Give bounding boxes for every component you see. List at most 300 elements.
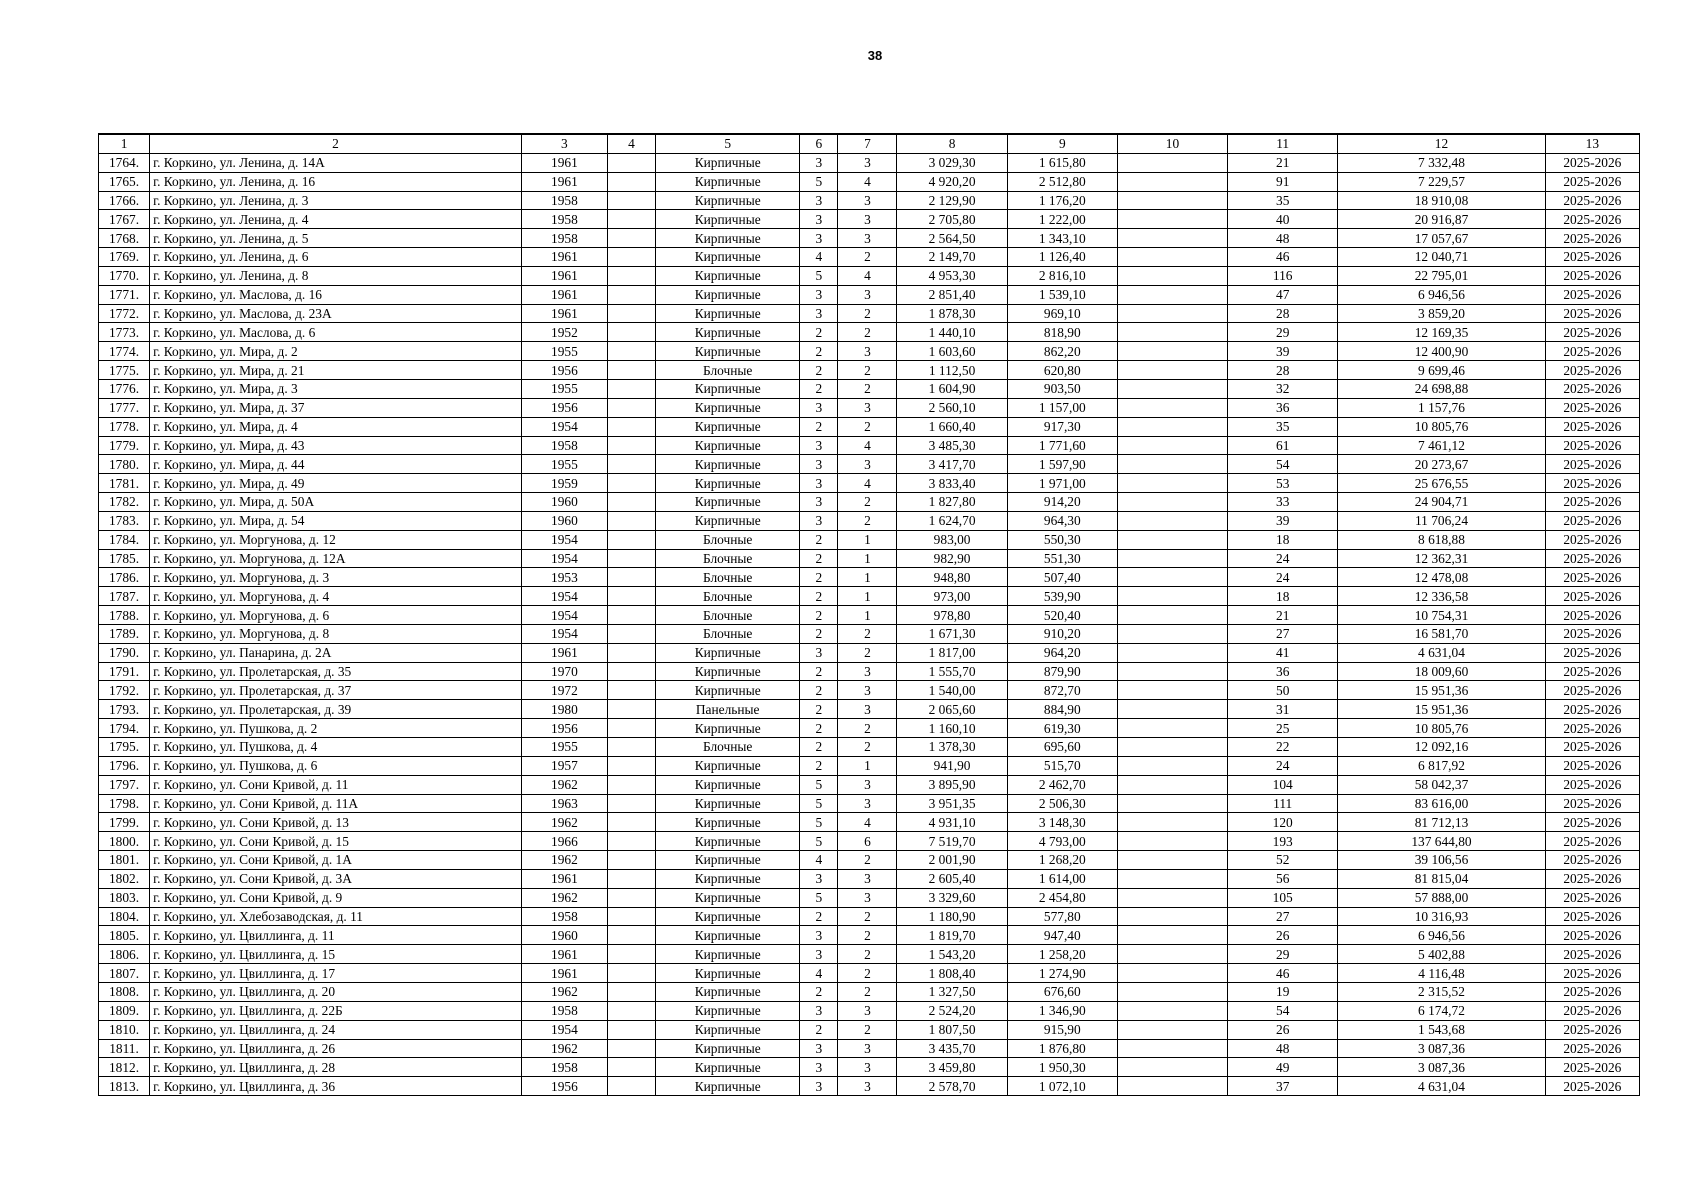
column-number-header: 5 xyxy=(656,134,800,153)
cell-year-built: 1958 xyxy=(521,1001,607,1020)
cell-year-built: 1954 xyxy=(521,606,607,625)
cell-col10 xyxy=(1117,1077,1227,1096)
cell-living-area: 507,40 xyxy=(1007,568,1117,587)
cell-col10 xyxy=(1117,379,1227,398)
cell-total-area: 1 660,40 xyxy=(897,417,1007,436)
column-number-header: 1 xyxy=(99,134,150,153)
cell-period: 2025-2026 xyxy=(1545,982,1639,1001)
cell-address: г. Коркино, ул. Ленина, д. 8 xyxy=(150,266,522,285)
cell-row-number: 1787. xyxy=(99,587,150,606)
cell-col4 xyxy=(607,172,655,191)
cell-entrances: 3 xyxy=(838,153,897,172)
cell-year-built: 1961 xyxy=(521,643,607,662)
cell-entrances: 2 xyxy=(838,643,897,662)
cell-cost: 17 057,67 xyxy=(1338,229,1545,248)
cell-year-built: 1961 xyxy=(521,153,607,172)
cell-year-built: 1961 xyxy=(521,869,607,888)
table-row xyxy=(99,1001,1640,1020)
table-row xyxy=(99,417,1640,436)
cell-living-area: 964,20 xyxy=(1007,643,1117,662)
table-body xyxy=(99,153,1640,1095)
cell-floors: 2 xyxy=(800,681,838,700)
cell-period: 2025-2026 xyxy=(1545,398,1639,417)
column-number-header: 13 xyxy=(1545,134,1639,153)
cell-row-number: 1772. xyxy=(99,304,150,323)
cell-year-built: 1958 xyxy=(521,191,607,210)
cell-living-area: 2 454,80 xyxy=(1007,888,1117,907)
cell-floors: 2 xyxy=(800,549,838,568)
cell-residents: 50 xyxy=(1228,681,1338,700)
cell-period: 2025-2026 xyxy=(1545,606,1639,625)
cell-residents: 52 xyxy=(1228,851,1338,870)
table-row xyxy=(99,493,1640,512)
cell-total-area: 1 808,40 xyxy=(897,964,1007,983)
cell-entrances: 3 xyxy=(838,700,897,719)
cell-living-area: 2 512,80 xyxy=(1007,172,1117,191)
cell-period: 2025-2026 xyxy=(1545,210,1639,229)
cell-total-area: 3 329,60 xyxy=(897,888,1007,907)
cell-wall-material: Кирпичные xyxy=(656,266,800,285)
cell-residents: 47 xyxy=(1228,285,1338,304)
cell-col4 xyxy=(607,907,655,926)
cell-col4 xyxy=(607,926,655,945)
cell-year-built: 1961 xyxy=(521,285,607,304)
cell-residents: 31 xyxy=(1228,700,1338,719)
table-row xyxy=(99,964,1640,983)
cell-residents: 18 xyxy=(1228,587,1338,606)
cell-entrances: 2 xyxy=(838,982,897,1001)
cell-address: г. Коркино, ул. Мира, д. 4 xyxy=(150,417,522,436)
cell-cost: 7 332,48 xyxy=(1338,153,1545,172)
cell-residents: 32 xyxy=(1228,379,1338,398)
cell-floors: 2 xyxy=(800,417,838,436)
cell-wall-material: Кирпичные xyxy=(656,832,800,851)
cell-address: г. Коркино, ул. Пушкова, д. 2 xyxy=(150,719,522,738)
cell-col4 xyxy=(607,1058,655,1077)
cell-col10 xyxy=(1117,229,1227,248)
cell-living-area: 539,90 xyxy=(1007,587,1117,606)
cell-cost: 24 904,71 xyxy=(1338,493,1545,512)
cell-col10 xyxy=(1117,153,1227,172)
cell-total-area: 973,00 xyxy=(897,587,1007,606)
cell-cost: 12 169,35 xyxy=(1338,323,1545,342)
cell-col4 xyxy=(607,323,655,342)
cell-residents: 49 xyxy=(1228,1058,1338,1077)
cell-living-area: 520,40 xyxy=(1007,606,1117,625)
cell-floors: 3 xyxy=(800,643,838,662)
cell-row-number: 1791. xyxy=(99,662,150,681)
cell-total-area: 1 819,70 xyxy=(897,926,1007,945)
cell-period: 2025-2026 xyxy=(1545,361,1639,380)
cell-residents: 24 xyxy=(1228,568,1338,587)
cell-address: г. Коркино, ул. Цвиллинга, д. 24 xyxy=(150,1020,522,1039)
cell-total-area: 3 417,70 xyxy=(897,455,1007,474)
cell-col4 xyxy=(607,700,655,719)
cell-total-area: 1 827,80 xyxy=(897,493,1007,512)
cell-col4 xyxy=(607,794,655,813)
cell-cost: 12 092,16 xyxy=(1338,738,1545,757)
cell-cost: 5 402,88 xyxy=(1338,945,1545,964)
cell-period: 2025-2026 xyxy=(1545,285,1639,304)
cell-entrances: 2 xyxy=(838,719,897,738)
cell-address: г. Коркино, ул. Сони Кривой, д. 1А xyxy=(150,851,522,870)
cell-col10 xyxy=(1117,530,1227,549)
cell-col10 xyxy=(1117,851,1227,870)
cell-row-number: 1768. xyxy=(99,229,150,248)
cell-wall-material: Блочные xyxy=(656,738,800,757)
cell-cost: 3 859,20 xyxy=(1338,304,1545,323)
cell-col10 xyxy=(1117,794,1227,813)
cell-living-area: 4 793,00 xyxy=(1007,832,1117,851)
cell-total-area: 3 833,40 xyxy=(897,474,1007,493)
cell-row-number: 1807. xyxy=(99,964,150,983)
cell-cost: 81 815,04 xyxy=(1338,869,1545,888)
cell-total-area: 3 895,90 xyxy=(897,775,1007,794)
cell-floors: 3 xyxy=(800,285,838,304)
cell-residents: 40 xyxy=(1228,210,1338,229)
cell-col10 xyxy=(1117,587,1227,606)
cell-year-built: 1961 xyxy=(521,945,607,964)
cell-total-area: 3 029,30 xyxy=(897,153,1007,172)
cell-entrances: 2 xyxy=(838,248,897,267)
cell-period: 2025-2026 xyxy=(1545,719,1639,738)
cell-entrances: 4 xyxy=(838,813,897,832)
cell-floors: 5 xyxy=(800,832,838,851)
cell-year-built: 1961 xyxy=(521,304,607,323)
cell-entrances: 3 xyxy=(838,342,897,361)
cell-entrances: 3 xyxy=(838,662,897,681)
cell-row-number: 1771. xyxy=(99,285,150,304)
table-row xyxy=(99,738,1640,757)
cell-cost: 7 229,57 xyxy=(1338,172,1545,191)
cell-total-area: 1 540,00 xyxy=(897,681,1007,700)
cell-year-built: 1960 xyxy=(521,493,607,512)
cell-period: 2025-2026 xyxy=(1545,1001,1639,1020)
cell-total-area: 982,90 xyxy=(897,549,1007,568)
cell-col4 xyxy=(607,248,655,267)
table-row xyxy=(99,869,1640,888)
table-row xyxy=(99,530,1640,549)
cell-floors: 3 xyxy=(800,398,838,417)
cell-row-number: 1803. xyxy=(99,888,150,907)
table-row xyxy=(99,813,1640,832)
cell-living-area: 915,90 xyxy=(1007,1020,1117,1039)
cell-year-built: 1961 xyxy=(521,266,607,285)
cell-year-built: 1961 xyxy=(521,964,607,983)
cell-period: 2025-2026 xyxy=(1545,888,1639,907)
cell-floors: 5 xyxy=(800,172,838,191)
cell-address: г. Коркино, ул. Ленина, д. 6 xyxy=(150,248,522,267)
column-number-header: 8 xyxy=(897,134,1007,153)
cell-col4 xyxy=(607,493,655,512)
cell-entrances: 3 xyxy=(838,1001,897,1020)
cell-floors: 5 xyxy=(800,813,838,832)
cell-period: 2025-2026 xyxy=(1545,172,1639,191)
cell-period: 2025-2026 xyxy=(1545,775,1639,794)
cell-period: 2025-2026 xyxy=(1545,926,1639,945)
table-row xyxy=(99,851,1640,870)
cell-address: г. Коркино, ул. Мира, д. 3 xyxy=(150,379,522,398)
table-row xyxy=(99,398,1640,417)
table-row xyxy=(99,926,1640,945)
cell-residents: 193 xyxy=(1228,832,1338,851)
cell-total-area: 1 555,70 xyxy=(897,662,1007,681)
cell-cost: 1 543,68 xyxy=(1338,1020,1545,1039)
cell-period: 2025-2026 xyxy=(1545,511,1639,530)
cell-year-built: 1962 xyxy=(521,813,607,832)
cell-cost: 20 916,87 xyxy=(1338,210,1545,229)
cell-entrances: 2 xyxy=(838,851,897,870)
cell-row-number: 1798. xyxy=(99,794,150,813)
cell-period: 2025-2026 xyxy=(1545,191,1639,210)
column-number-header: 9 xyxy=(1007,134,1117,153)
cell-living-area: 550,30 xyxy=(1007,530,1117,549)
cell-residents: 120 xyxy=(1228,813,1338,832)
cell-entrances: 1 xyxy=(838,756,897,775)
cell-total-area: 978,80 xyxy=(897,606,1007,625)
cell-cost: 7 461,12 xyxy=(1338,436,1545,455)
cell-col10 xyxy=(1117,813,1227,832)
cell-residents: 26 xyxy=(1228,926,1338,945)
cell-entrances: 3 xyxy=(838,285,897,304)
table-row xyxy=(99,982,1640,1001)
cell-period: 2025-2026 xyxy=(1545,945,1639,964)
cell-living-area: 695,60 xyxy=(1007,738,1117,757)
cell-wall-material: Кирпичные xyxy=(656,1039,800,1058)
cell-period: 2025-2026 xyxy=(1545,436,1639,455)
cell-floors: 5 xyxy=(800,794,838,813)
cell-total-area: 1 624,70 xyxy=(897,511,1007,530)
cell-total-area: 4 931,10 xyxy=(897,813,1007,832)
cell-cost: 6 946,56 xyxy=(1338,926,1545,945)
cell-cost: 12 362,31 xyxy=(1338,549,1545,568)
cell-wall-material: Кирпичные xyxy=(656,681,800,700)
cell-row-number: 1804. xyxy=(99,907,150,926)
cell-address: г. Коркино, ул. Пролетарская, д. 37 xyxy=(150,681,522,700)
cell-period: 2025-2026 xyxy=(1545,248,1639,267)
cell-total-area: 1 378,30 xyxy=(897,738,1007,757)
cell-entrances: 2 xyxy=(838,738,897,757)
cell-year-built: 1958 xyxy=(521,907,607,926)
cell-col10 xyxy=(1117,417,1227,436)
cell-col4 xyxy=(607,587,655,606)
cell-col10 xyxy=(1117,323,1227,342)
table-row xyxy=(99,1058,1640,1077)
cell-wall-material: Кирпичные xyxy=(656,756,800,775)
table-row xyxy=(99,945,1640,964)
cell-row-number: 1774. xyxy=(99,342,150,361)
cell-living-area: 2 506,30 xyxy=(1007,794,1117,813)
cell-col10 xyxy=(1117,493,1227,512)
cell-year-built: 1956 xyxy=(521,1077,607,1096)
cell-wall-material: Кирпичные xyxy=(656,379,800,398)
cell-total-area: 1 180,90 xyxy=(897,907,1007,926)
cell-row-number: 1812. xyxy=(99,1058,150,1077)
cell-entrances: 1 xyxy=(838,568,897,587)
table-row xyxy=(99,436,1640,455)
cell-address: г. Коркино, ул. Пролетарская, д. 35 xyxy=(150,662,522,681)
cell-col10 xyxy=(1117,756,1227,775)
cell-residents: 33 xyxy=(1228,493,1338,512)
cell-period: 2025-2026 xyxy=(1545,756,1639,775)
cell-cost: 12 478,08 xyxy=(1338,568,1545,587)
cell-floors: 3 xyxy=(800,869,838,888)
cell-row-number: 1782. xyxy=(99,493,150,512)
cell-wall-material: Кирпичные xyxy=(656,248,800,267)
cell-residents: 116 xyxy=(1228,266,1338,285)
table-row xyxy=(99,606,1640,625)
cell-total-area: 2 001,90 xyxy=(897,851,1007,870)
cell-address: г. Коркино, ул. Сони Кривой, д. 3А xyxy=(150,869,522,888)
cell-cost: 10 754,31 xyxy=(1338,606,1545,625)
cell-cost: 81 712,13 xyxy=(1338,813,1545,832)
cell-col4 xyxy=(607,229,655,248)
cell-col4 xyxy=(607,342,655,361)
cell-row-number: 1796. xyxy=(99,756,150,775)
cell-floors: 2 xyxy=(800,700,838,719)
cell-col10 xyxy=(1117,719,1227,738)
cell-col10 xyxy=(1117,568,1227,587)
cell-entrances: 3 xyxy=(838,794,897,813)
cell-period: 2025-2026 xyxy=(1545,964,1639,983)
cell-cost: 39 106,56 xyxy=(1338,851,1545,870)
cell-living-area: 1 346,90 xyxy=(1007,1001,1117,1020)
cell-col10 xyxy=(1117,606,1227,625)
cell-cost: 1 157,76 xyxy=(1338,398,1545,417)
cell-entrances: 2 xyxy=(838,379,897,398)
cell-col4 xyxy=(607,474,655,493)
cell-wall-material: Кирпичные xyxy=(656,1077,800,1096)
cell-col4 xyxy=(607,304,655,323)
cell-residents: 61 xyxy=(1228,436,1338,455)
cell-row-number: 1813. xyxy=(99,1077,150,1096)
cell-year-built: 1953 xyxy=(521,568,607,587)
cell-wall-material: Кирпичные xyxy=(656,285,800,304)
cell-address: г. Коркино, ул. Пушкова, д. 4 xyxy=(150,738,522,757)
table-row xyxy=(99,153,1640,172)
cell-residents: 35 xyxy=(1228,417,1338,436)
cell-period: 2025-2026 xyxy=(1545,643,1639,662)
cell-cost: 10 805,76 xyxy=(1338,417,1545,436)
cell-entrances: 3 xyxy=(838,455,897,474)
cell-address: г. Коркино, ул. Ленина, д. 5 xyxy=(150,229,522,248)
cell-total-area: 7 519,70 xyxy=(897,832,1007,851)
cell-wall-material: Кирпичные xyxy=(656,794,800,813)
cell-row-number: 1806. xyxy=(99,945,150,964)
cell-row-number: 1802. xyxy=(99,869,150,888)
cell-period: 2025-2026 xyxy=(1545,624,1639,643)
cell-wall-material: Кирпичные xyxy=(656,775,800,794)
cell-col4 xyxy=(607,285,655,304)
cell-address: г. Коркино, ул. Моргунова, д. 4 xyxy=(150,587,522,606)
cell-entrances: 3 xyxy=(838,1039,897,1058)
cell-residents: 26 xyxy=(1228,1020,1338,1039)
cell-floors: 3 xyxy=(800,304,838,323)
cell-col4 xyxy=(607,398,655,417)
cell-total-area: 1 160,10 xyxy=(897,719,1007,738)
cell-address: г. Коркино, ул. Мира, д. 44 xyxy=(150,455,522,474)
cell-period: 2025-2026 xyxy=(1545,304,1639,323)
cell-col10 xyxy=(1117,436,1227,455)
cell-col10 xyxy=(1117,266,1227,285)
cell-period: 2025-2026 xyxy=(1545,869,1639,888)
cell-wall-material: Кирпичные xyxy=(656,851,800,870)
cell-period: 2025-2026 xyxy=(1545,568,1639,587)
cell-wall-material: Кирпичные xyxy=(656,455,800,474)
cell-year-built: 1958 xyxy=(521,1058,607,1077)
cell-row-number: 1788. xyxy=(99,606,150,625)
cell-row-number: 1770. xyxy=(99,266,150,285)
cell-residents: 53 xyxy=(1228,474,1338,493)
cell-living-area: 676,60 xyxy=(1007,982,1117,1001)
cell-entrances: 3 xyxy=(838,1077,897,1096)
cell-floors: 2 xyxy=(800,379,838,398)
cell-floors: 2 xyxy=(800,907,838,926)
column-number-header: 2 xyxy=(150,134,522,153)
cell-year-built: 1961 xyxy=(521,248,607,267)
table-row xyxy=(99,172,1640,191)
cell-col10 xyxy=(1117,624,1227,643)
cell-col10 xyxy=(1117,982,1227,1001)
cell-floors: 3 xyxy=(800,153,838,172)
cell-wall-material: Кирпичные xyxy=(656,964,800,983)
table-row xyxy=(99,229,1640,248)
cell-year-built: 1954 xyxy=(521,417,607,436)
cell-col4 xyxy=(607,624,655,643)
cell-wall-material: Кирпичные xyxy=(656,191,800,210)
cell-living-area: 862,20 xyxy=(1007,342,1117,361)
cell-residents: 46 xyxy=(1228,964,1338,983)
cell-residents: 21 xyxy=(1228,153,1338,172)
cell-floors: 3 xyxy=(800,210,838,229)
column-number-header: 4 xyxy=(607,134,655,153)
cell-year-built: 1966 xyxy=(521,832,607,851)
cell-residents: 54 xyxy=(1228,455,1338,474)
cell-residents: 27 xyxy=(1228,907,1338,926)
cell-total-area: 2 705,80 xyxy=(897,210,1007,229)
cell-residents: 22 xyxy=(1228,738,1338,757)
table-row xyxy=(99,474,1640,493)
cell-year-built: 1980 xyxy=(521,700,607,719)
cell-col10 xyxy=(1117,1039,1227,1058)
cell-row-number: 1781. xyxy=(99,474,150,493)
cell-total-area: 2 578,70 xyxy=(897,1077,1007,1096)
cell-residents: 24 xyxy=(1228,756,1338,775)
cell-floors: 2 xyxy=(800,361,838,380)
cell-total-area: 3 435,70 xyxy=(897,1039,1007,1058)
cell-year-built: 1962 xyxy=(521,851,607,870)
cell-period: 2025-2026 xyxy=(1545,474,1639,493)
cell-living-area: 1 539,10 xyxy=(1007,285,1117,304)
cell-living-area: 903,50 xyxy=(1007,379,1117,398)
cell-cost: 12 400,90 xyxy=(1338,342,1545,361)
cell-entrances: 2 xyxy=(838,1020,897,1039)
cell-col4 xyxy=(607,361,655,380)
cell-living-area: 577,80 xyxy=(1007,907,1117,926)
cell-address: г. Коркино, ул. Мира, д. 21 xyxy=(150,361,522,380)
cell-wall-material: Кирпичные xyxy=(656,474,800,493)
cell-entrances: 1 xyxy=(838,549,897,568)
cell-floors: 2 xyxy=(800,1020,838,1039)
cell-col10 xyxy=(1117,643,1227,662)
cell-row-number: 1799. xyxy=(99,813,150,832)
cell-address: г. Коркино, ул. Моргунова, д. 6 xyxy=(150,606,522,625)
cell-cost: 18 009,60 xyxy=(1338,662,1545,681)
cell-col4 xyxy=(607,719,655,738)
table-row xyxy=(99,888,1640,907)
cell-col4 xyxy=(607,1001,655,1020)
table-row xyxy=(99,323,1640,342)
